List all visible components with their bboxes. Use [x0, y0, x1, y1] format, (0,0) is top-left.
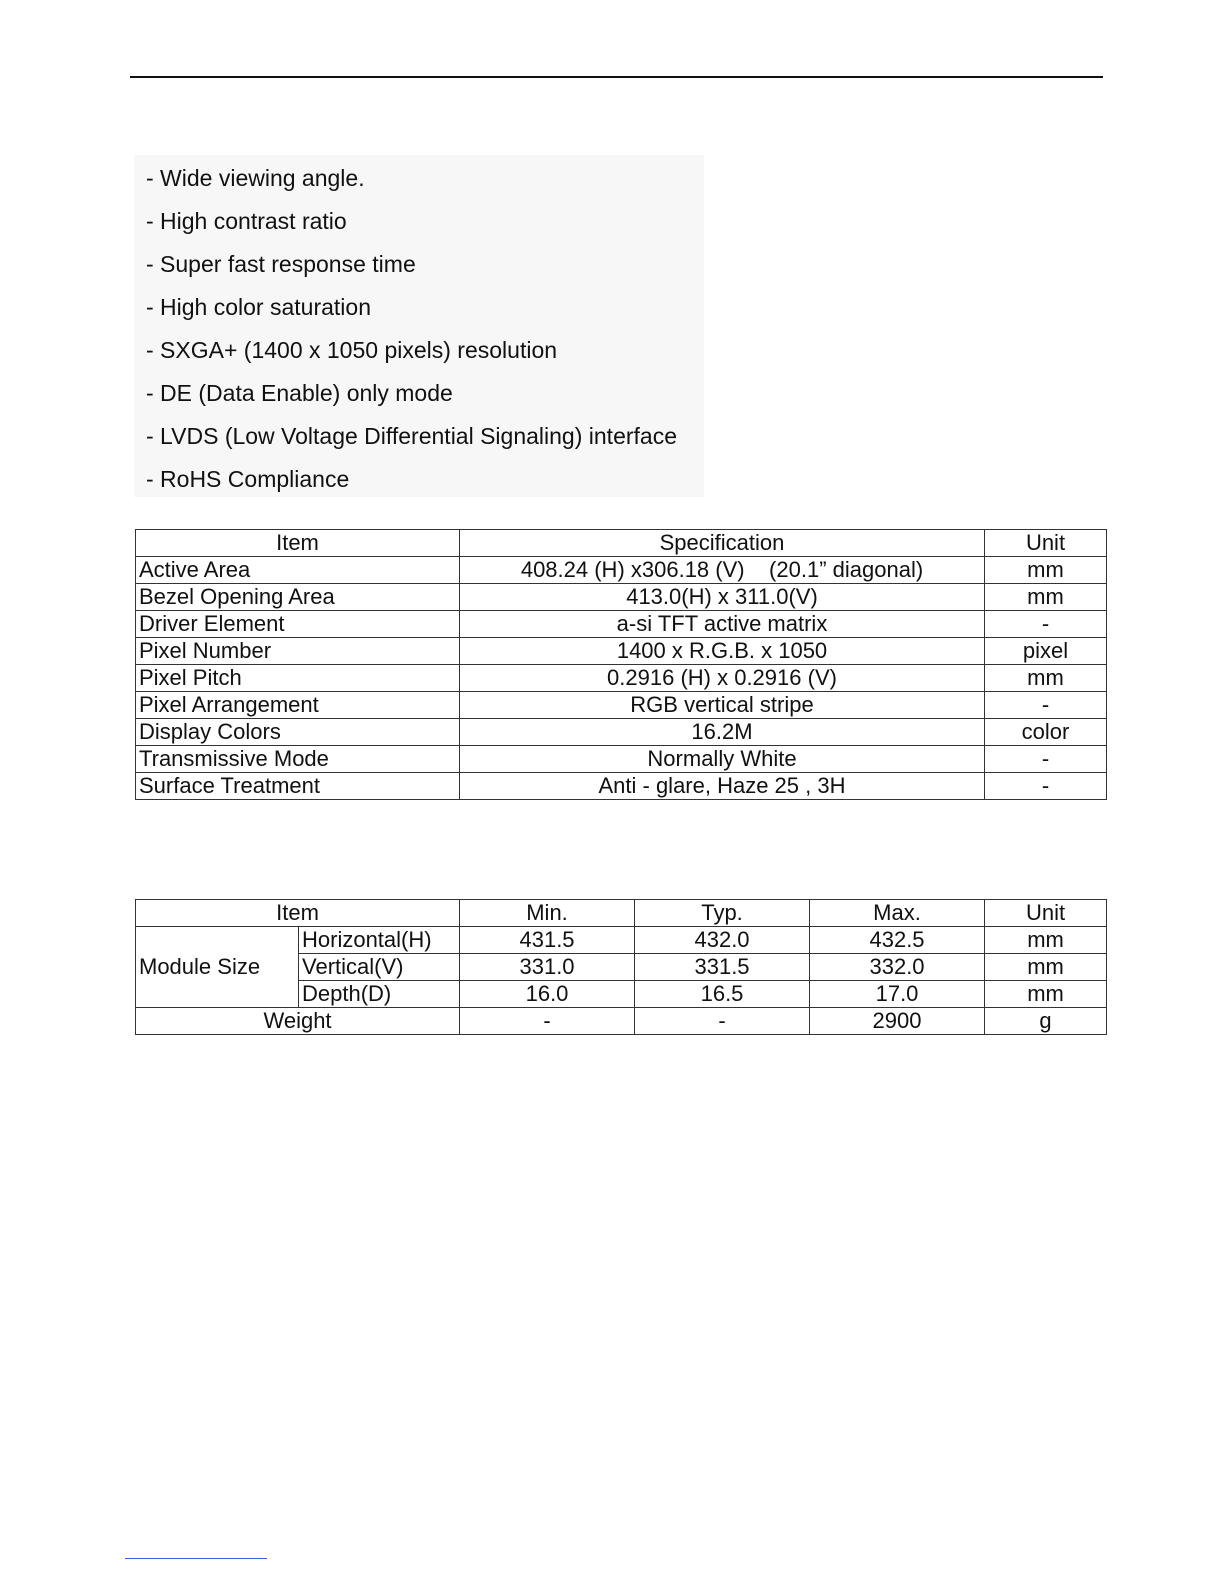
item-cell: Pixel Arrangement — [136, 692, 460, 719]
unit-cell: mm — [985, 557, 1107, 584]
table-row — [136, 611, 1107, 638]
unit-cell: pixel — [985, 638, 1107, 665]
feature-item: - DE (Data Enable) only mode — [146, 380, 453, 406]
column-header: Unit — [985, 530, 1107, 557]
item-cell: Vertical(V) — [299, 954, 460, 981]
unit-cell: mm — [985, 981, 1107, 1008]
max-cell: 17.0 — [810, 981, 985, 1008]
feature-item: - LVDS (Low Voltage Differential Signaling) interface — [146, 423, 677, 449]
column-header: Max. — [810, 900, 985, 927]
typ-cell: 432.0 — [635, 927, 810, 954]
max-cell: 432.5 — [810, 927, 985, 954]
unit-cell: - — [985, 773, 1107, 800]
column-header: Min. — [460, 900, 635, 927]
min-cell: 16.0 — [460, 981, 635, 1008]
specification-cell: a-si TFT active matrix — [460, 611, 985, 638]
typ-cell: 16.5 — [635, 981, 810, 1008]
item-cell: Depth(D) — [299, 981, 460, 1008]
feature-item: - SXGA+ (1400 x 1050 pixels) resolution — [146, 337, 558, 363]
item-cell: Pixel Number — [136, 638, 460, 665]
item-cell: Driver Element — [136, 611, 460, 638]
max-cell: 2900 — [810, 1008, 985, 1035]
feature-item: - Wide viewing angle. — [146, 165, 365, 191]
table-header-row — [136, 900, 1107, 927]
unit-cell: color — [985, 719, 1107, 746]
typ-cell: - — [635, 1008, 810, 1035]
table-row — [136, 692, 1107, 719]
header-rule — [130, 76, 1103, 78]
table-row — [136, 638, 1107, 665]
feature-item: - High color saturation — [146, 294, 371, 320]
column-header: Typ. — [635, 900, 810, 927]
unit-cell: - — [985, 692, 1107, 719]
item-cell: Active Area — [136, 557, 460, 584]
feature-list — [134, 155, 704, 497]
specification-table — [135, 529, 1107, 800]
table-row — [136, 665, 1107, 692]
item-cell: Horizontal(H) — [299, 927, 460, 954]
unit-cell: mm — [985, 584, 1107, 611]
table-row — [136, 584, 1107, 611]
table-row — [136, 746, 1107, 773]
table-row — [136, 773, 1107, 800]
unit-cell: mm — [985, 954, 1107, 981]
unit-cell: mm — [985, 665, 1107, 692]
column-header: Unit — [985, 900, 1107, 927]
specification-cell: 16.2M — [460, 719, 985, 746]
max-cell: 332.0 — [810, 954, 985, 981]
unit-cell: - — [985, 611, 1107, 638]
item-cell: Weight — [136, 1008, 460, 1035]
specification-cell: RGB vertical stripe — [460, 692, 985, 719]
table-row — [136, 1008, 1107, 1035]
min-cell: - — [460, 1008, 635, 1035]
item-cell: Display Colors — [136, 719, 460, 746]
specification-cell: Anti - glare, Haze 25 , 3H — [460, 773, 985, 800]
column-header: Item — [136, 900, 460, 927]
mechanical-spec-table — [135, 899, 1107, 1035]
table-row — [136, 557, 1107, 584]
typ-cell: 331.5 — [635, 954, 810, 981]
unit-cell: - — [985, 746, 1107, 773]
table-header-row — [136, 530, 1107, 557]
column-header: Item — [136, 530, 460, 557]
min-cell: 431.5 — [460, 927, 635, 954]
table-row — [136, 719, 1107, 746]
min-cell: 331.0 — [460, 954, 635, 981]
specification-cell: 413.0(H) x 311.0(V) — [460, 584, 985, 611]
table-row — [136, 927, 1107, 954]
item-cell: Bezel Opening Area — [136, 584, 460, 611]
item-cell: Pixel Pitch — [136, 665, 460, 692]
item-cell: Surface Treatment — [136, 773, 460, 800]
specification-cell: Normally White — [460, 746, 985, 773]
unit-cell: mm — [985, 927, 1107, 954]
specification-cell: 0.2916 (H) x 0.2916 (V) — [460, 665, 985, 692]
specification-cell: 1400 x R.G.B. x 1050 — [460, 638, 985, 665]
specification-cell: 408.24 (H) x306.18 (V) (20.1” diagonal) — [460, 557, 985, 584]
footer-link-underline — [125, 1558, 267, 1559]
column-header: Specification — [460, 530, 985, 557]
feature-item: - RoHS Compliance — [146, 466, 350, 492]
group-label-cell: Module Size — [136, 927, 299, 1008]
feature-item: - Super fast response time — [146, 251, 416, 277]
unit-cell: g — [985, 1008, 1107, 1035]
feature-item: - High contrast ratio — [146, 208, 347, 234]
item-cell: Transmissive Mode — [136, 746, 460, 773]
